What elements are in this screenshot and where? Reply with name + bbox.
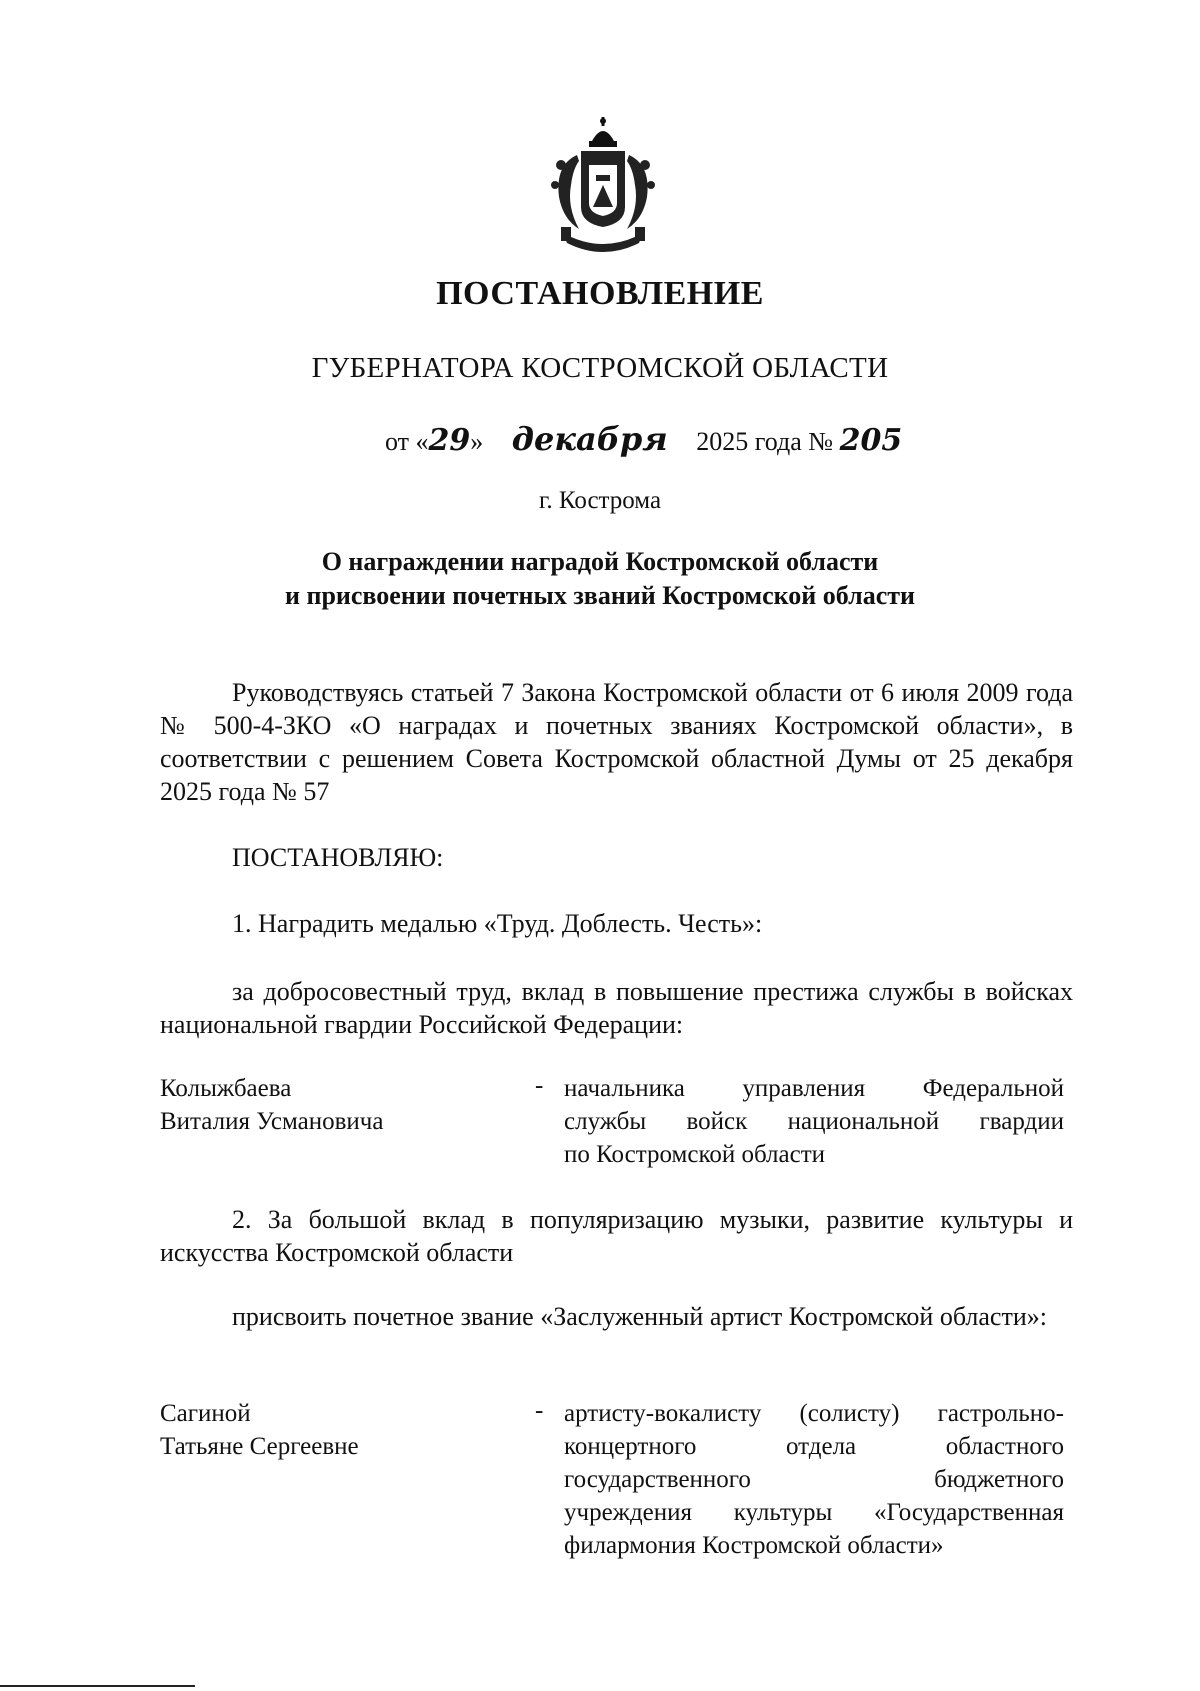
- awardee-1-position-line-2: службы войск национальной гвардии: [564, 1108, 1064, 1135]
- heading-line-2: и присвоении почетных званий Костромской области: [284, 581, 916, 610]
- scan-edge-line: [0, 1685, 195, 1687]
- awardee-1-given-names: Виталия Усмановича: [160, 1108, 384, 1135]
- awardee-2-surname: Сагиной: [160, 1400, 251, 1427]
- city: г. Кострома: [538, 487, 662, 514]
- date-year: 2025 года №: [696, 427, 834, 456]
- item-1-reason: за добросовестный труд, вклад в повышение престижа службы в войсках национальной гвардии Российской Федерации:: [160, 977, 1073, 1039]
- document-subtitle: ГУБЕРНАТОРА КОСТРОМСКОЙ ОБЛАСТИ: [311, 352, 889, 384]
- document-title: ПОСТАНОВЛЕНИЕ: [436, 275, 764, 312]
- awardee-1-position-line-3: по Костромской области: [564, 1141, 826, 1168]
- awardee-2-position: [564, 1397, 1064, 1562]
- item-2-text: 2. За большой вклад в популяризацию музыки, развитие культуры и искусства Костромской области: [160, 1205, 1073, 1267]
- document-number: 205: [839, 423, 903, 458]
- awardee-2-name: [160, 1397, 359, 1463]
- preamble-paragraph: Руководствуясь статьей 7 Закона Костромской области от 6 июля 2009 года № 500-4-ЗКО «О наградах и почетных званиях Костромской области», в соответствии с решением Совета Костромской областной Думы от 25 декабря 2025 года № 57: [160, 678, 1073, 806]
- awardee-1-dash: -: [535, 1072, 544, 1099]
- coat-of-arms-emblem: [541, 115, 665, 260]
- awardee-2-position-line-5: филармония Костромской области»: [564, 1532, 944, 1559]
- date-day: 29: [428, 423, 471, 458]
- document-heading: [0, 545, 1200, 613]
- date-mid: »: [470, 427, 484, 456]
- resolve-word: ПОСТАНОВЛЯЮ:: [232, 843, 444, 872]
- date-prefix: от «: [385, 427, 429, 456]
- date-number-line: [385, 420, 902, 458]
- awardee-1-position-line-1: начальника управления Федеральной: [564, 1075, 1064, 1102]
- awardee-2-position-line-1: артисту-вокалисту (солисту) гастрольно-: [564, 1400, 1064, 1427]
- awardee-2-position-line-4: учреждения культуры «Государственная: [564, 1499, 1064, 1526]
- item-2-action: присвоить почетное звание «Заслуженный артист Костромской области»:: [232, 1302, 1047, 1331]
- heading-line-1: О награждении наградой Костромской области: [321, 547, 879, 576]
- date-month: декабря: [511, 420, 668, 458]
- awardee-1-name: [160, 1072, 383, 1138]
- awardee-2-position-line-3: государственного бюджетного: [564, 1466, 1064, 1493]
- kostroma-region-coat-of-arms-icon: [541, 115, 665, 260]
- awardee-2-dash: -: [535, 1397, 544, 1424]
- awardee-1-position: [564, 1072, 1064, 1171]
- awardee-2-given-names: Татьяне Сергеевне: [160, 1433, 359, 1460]
- awardee-2-position-line-2: концертного отдела областного: [564, 1433, 1064, 1460]
- item-1-text: 1. Наградить медалью «Труд. Доблесть. Честь»:: [232, 909, 763, 938]
- awardee-1-surname: Колыжбаева: [160, 1075, 292, 1102]
